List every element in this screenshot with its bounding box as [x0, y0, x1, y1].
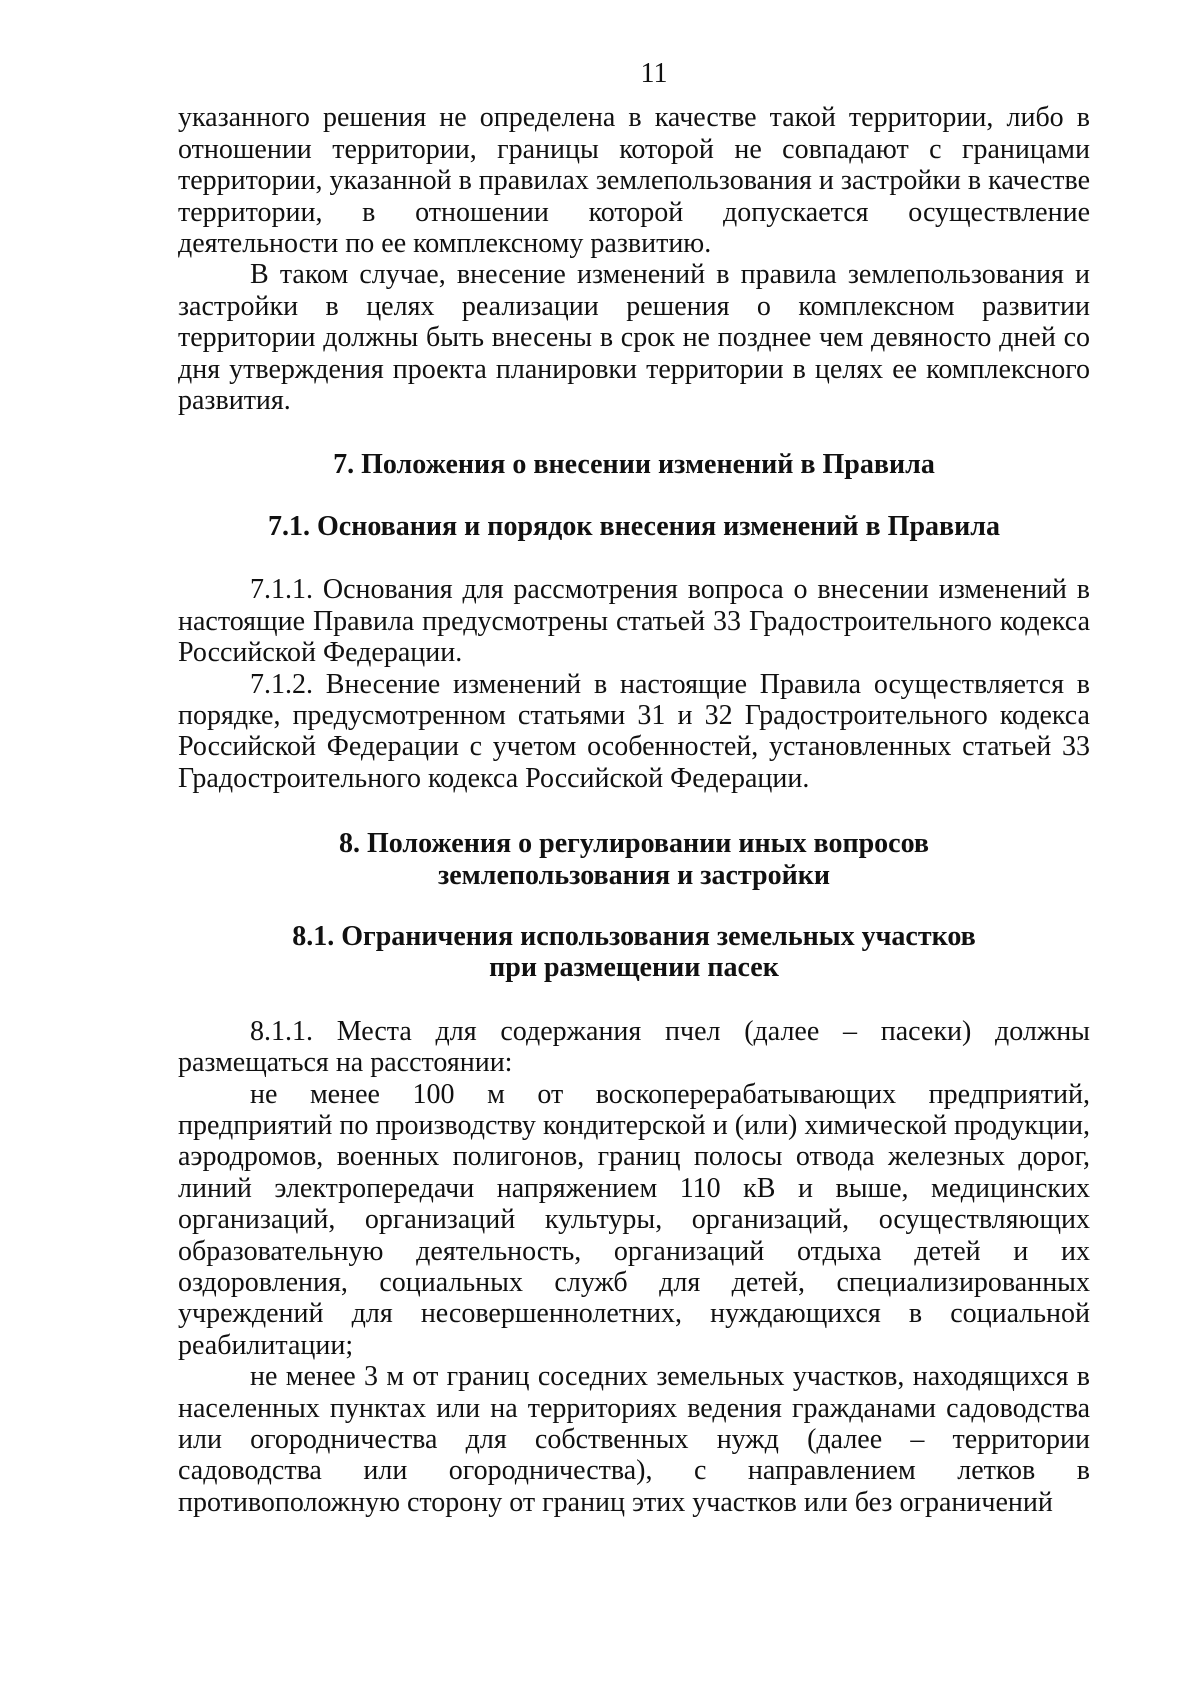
- section-7-heading: 7. Положения о внесении изменений в Правила: [333, 449, 935, 481]
- section-8-heading-line1: 8. Положения о регулировании иных вопросов: [338, 828, 930, 860]
- section-7-1-heading: 7.1. Основания и порядок внесения изменений в Правила: [268, 510, 1000, 542]
- paragraph-distance-3m: не менее 3 м от границ соседних земельных участков, находящихся в населенных пунктах или на территориях ведения гражданами садоводства или огородничества для собственных нужд (далее – территории садоводства или огородничества), с направлением летков в противоположную сторону от границ этих участков или без ограничений: [178, 1361, 1090, 1518]
- section-8-heading: [178, 828, 1090, 891]
- paragraph-7-1-1: 7.1.1. Основания для рассмотрения вопроса о внесении изменений в настоящие Правила предусмотрены статьей 33 Градостроительного кодекса Российской Федерации.: [178, 574, 1090, 669]
- page-number: 11: [640, 58, 668, 89]
- section-8-heading-line2: землепользования и застройки: [438, 859, 830, 891]
- paragraph-8-1-1: 8.1.1. Места для содержания пчел (далее – пасеки) должны размещаться на расстоянии:: [178, 1015, 1090, 1079]
- paragraph-7-1-2: 7.1.2. Внесение изменений в настоящие Правила осуществляется в порядке, предусмотренном статьями 31 и 32 Градостроительного кодекса Российской Федерации с учетом особенностей, установленных статьей 33 Градостроительного кодекса Российской Федерации.: [178, 668, 1090, 794]
- paragraph-amendment-deadline: В таком случае, внесение изменений в правила землепользования и застройки в целях реализации решения о комплексном развитии территории должны быть внесены в срок не позднее чем девяносто дней со дня утверждения проекта планировки территории в целях ее комплексного развития.: [178, 259, 1090, 417]
- paragraph-distance-100m: не менее 100 м от воскоперерабатывающих предприятий, предприятий по производству кондитерской и (или) химической продукции, аэродромов, военных полигонов, границ полосы отвода железных дорог, линий электропередачи напряжением 110 кВ и выше, медицинских организаций, организаций культуры, организаций, осуществляющих образовательную деятельность, организаций отдыха детей и их оздоровления, социальных служб для детей, специализированных учреждений для несовершеннолетних, нуждающихся в социальной реабилитации;: [178, 1078, 1090, 1361]
- paragraph-continuation: указанного решения не определена в качестве такой территории, либо в отношении территории, границы которой не совпадают с границами территории, указанной в правилах землепользования и застройки в качестве территории, в отношении которой допускается осуществление деятельности по ее комплексному развитию.: [178, 102, 1090, 260]
- section-8-1-heading: [178, 921, 1090, 984]
- section-8-1-heading-line1: 8.1. Ограничения использования земельных участков: [292, 920, 976, 952]
- section-8-1-heading-line2: при размещении пасек: [489, 952, 779, 984]
